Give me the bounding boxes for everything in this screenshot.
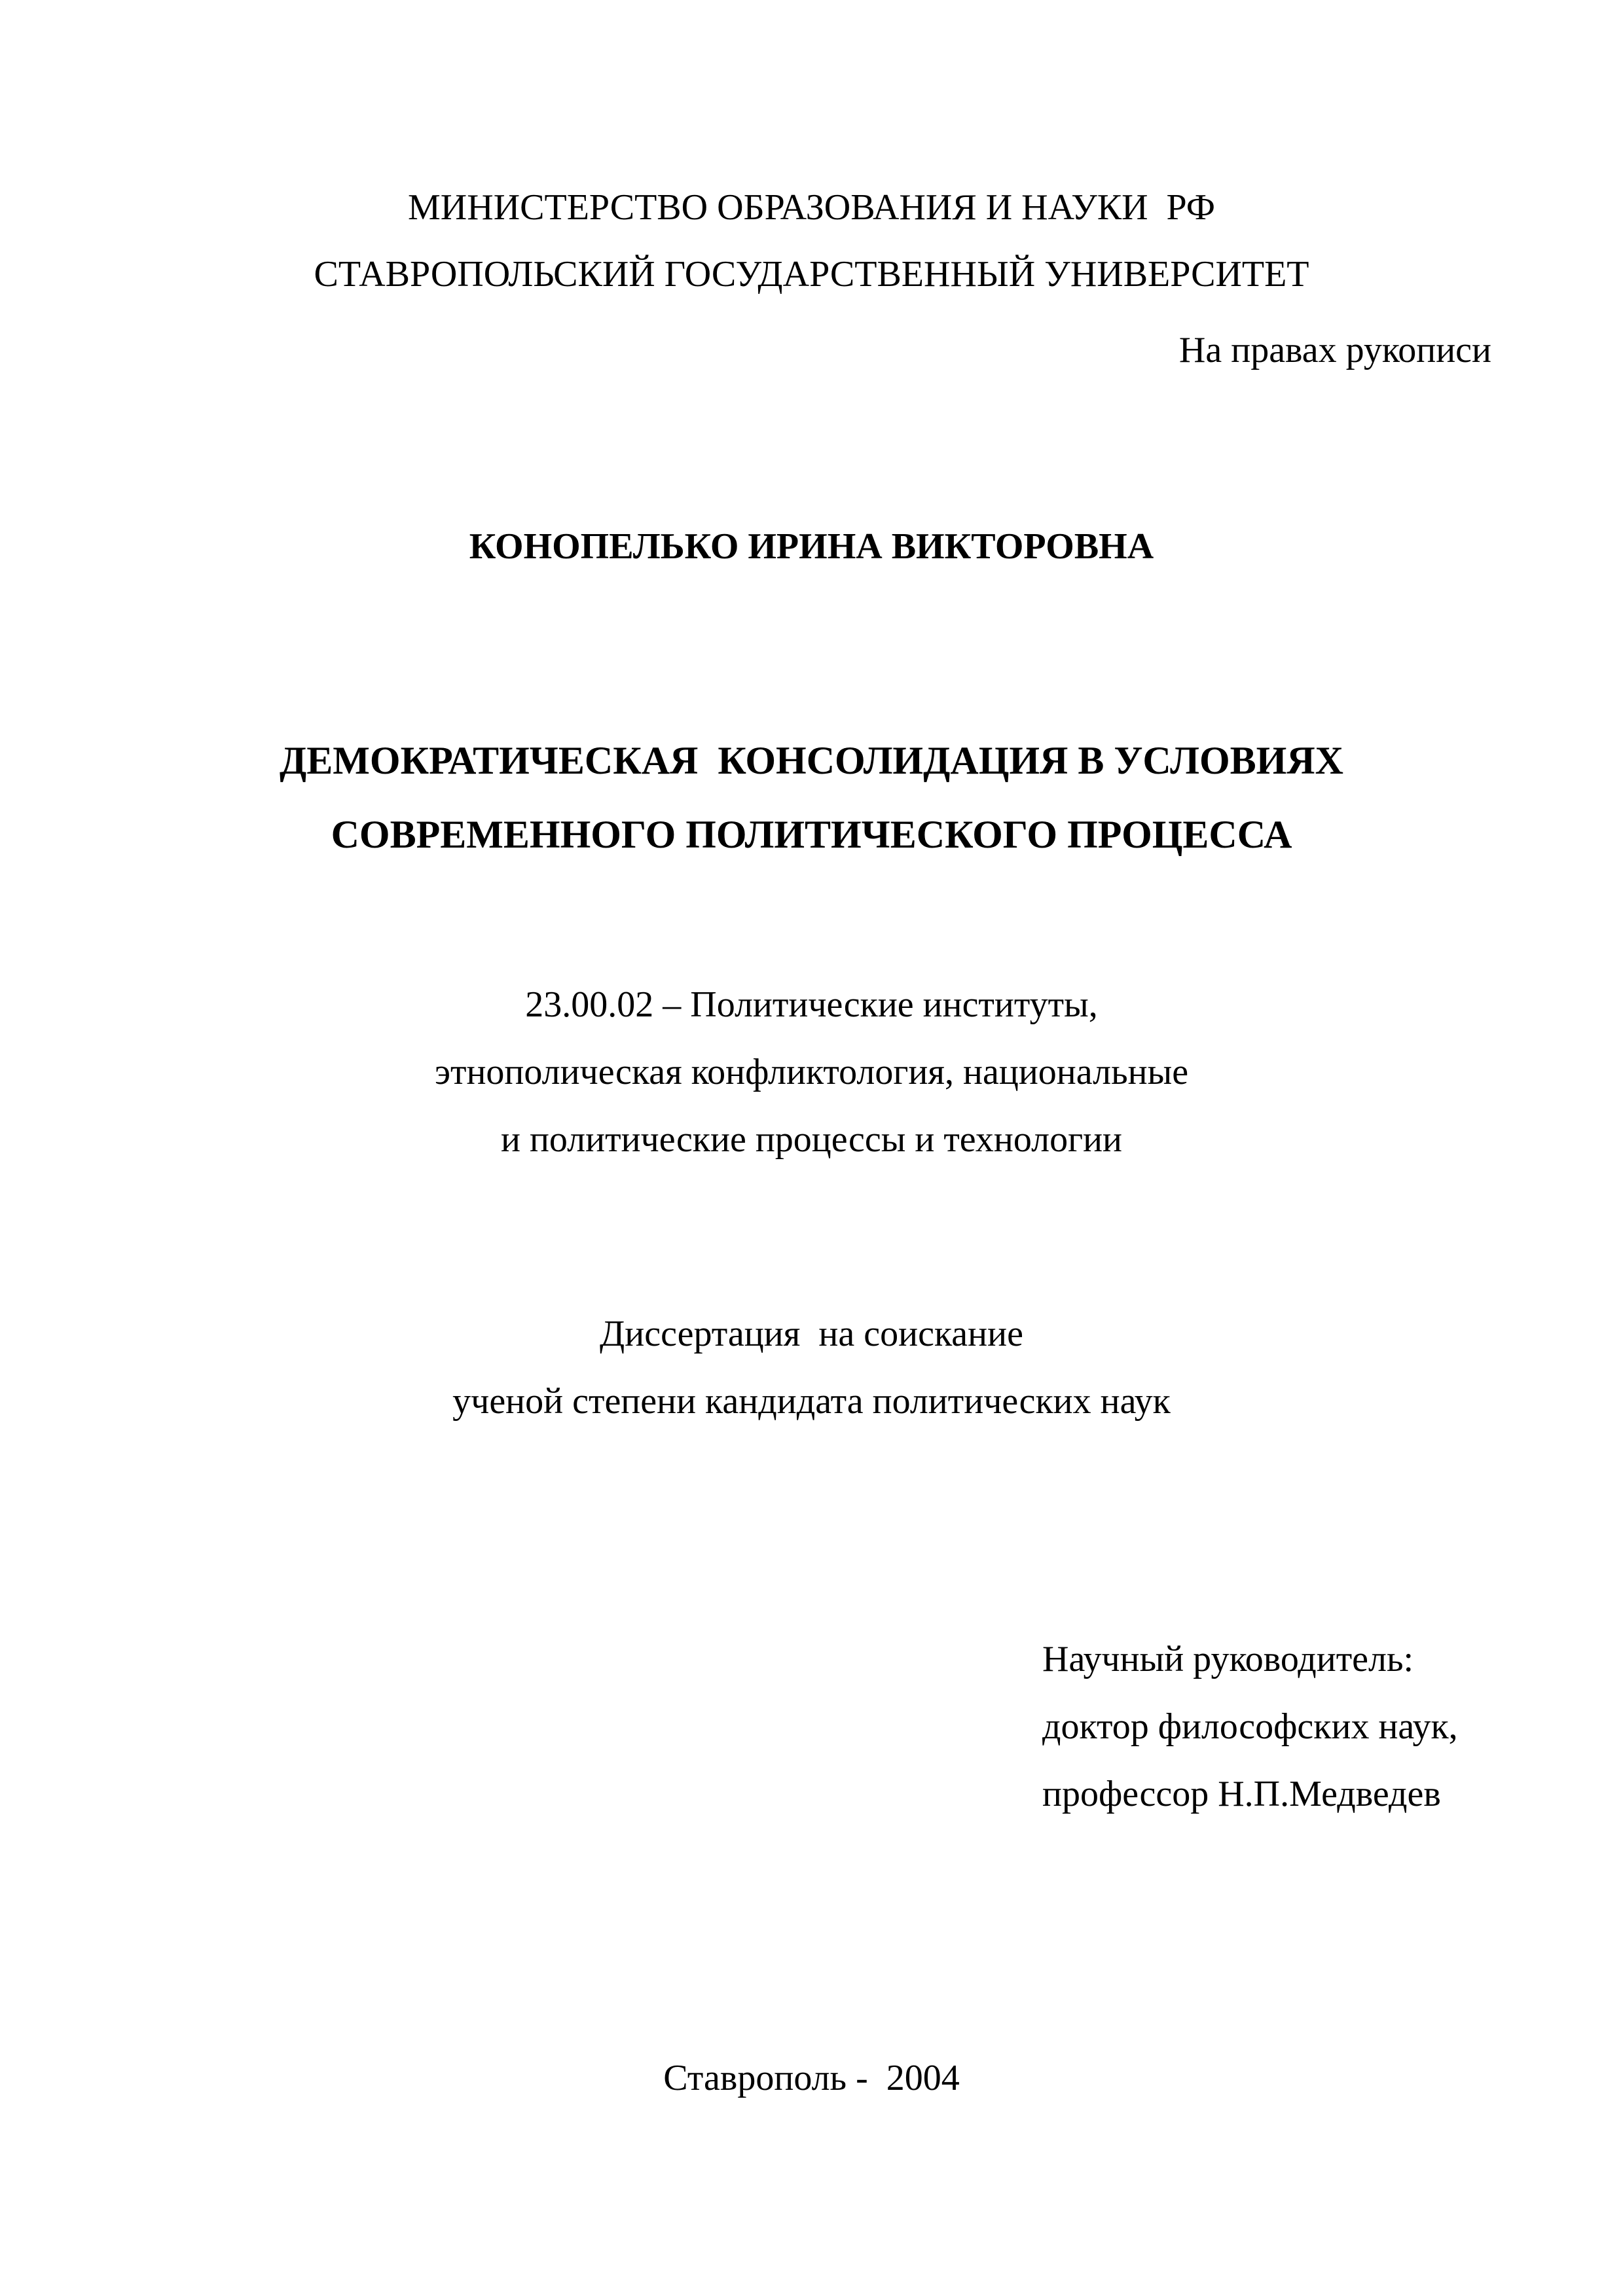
specialty-line-1: 23.00.02 – Политические институты,: [525, 984, 1098, 1025]
supervisor-line-1: Научный руководитель:: [1042, 1639, 1414, 1679]
supervisor-line-3: профессор Н.П.Медведев: [1042, 1774, 1441, 1814]
supervisor-line-2: доктор философских наук,: [1042, 1706, 1458, 1747]
dissertation-title-line-1: ДЕМОКРАТИЧЕСКАЯ КОНСОЛИДАЦИЯ В УСЛОВИЯХ: [279, 739, 1343, 782]
ministry-heading: МИНИСТЕРСТВО ОБРАЗОВАНИЯ И НАУКИ РФ: [408, 187, 1215, 228]
rights-note: На правах рукописи: [1178, 330, 1491, 370]
university-heading: СТАВРОПОЛЬСКИЙ ГОСУДАРСТВЕННЫЙ УНИВЕРСИТЕТ: [314, 254, 1309, 295]
dissertation-title-line-2: СОВРЕМЕННОГО ПОЛИТИЧЕСКОГО ПРОЦЕССА: [331, 813, 1292, 856]
dissertation-degree-line-2: ученой степени кандидата политических наук: [452, 1381, 1171, 1422]
author-name: КОНОПЕЛЬКО ИРИНА ВИКТОРОВНА: [469, 526, 1154, 567]
place-and-year: Ставрополь - 2004: [663, 2058, 960, 2098]
specialty-line-2: этнополическая конфликтология, национальные: [434, 1052, 1189, 1092]
dissertation-degree-line-1: Диссертация на соискание: [600, 1314, 1023, 1354]
specialty-line-3: и политические процессы и технологии: [500, 1119, 1123, 1160]
